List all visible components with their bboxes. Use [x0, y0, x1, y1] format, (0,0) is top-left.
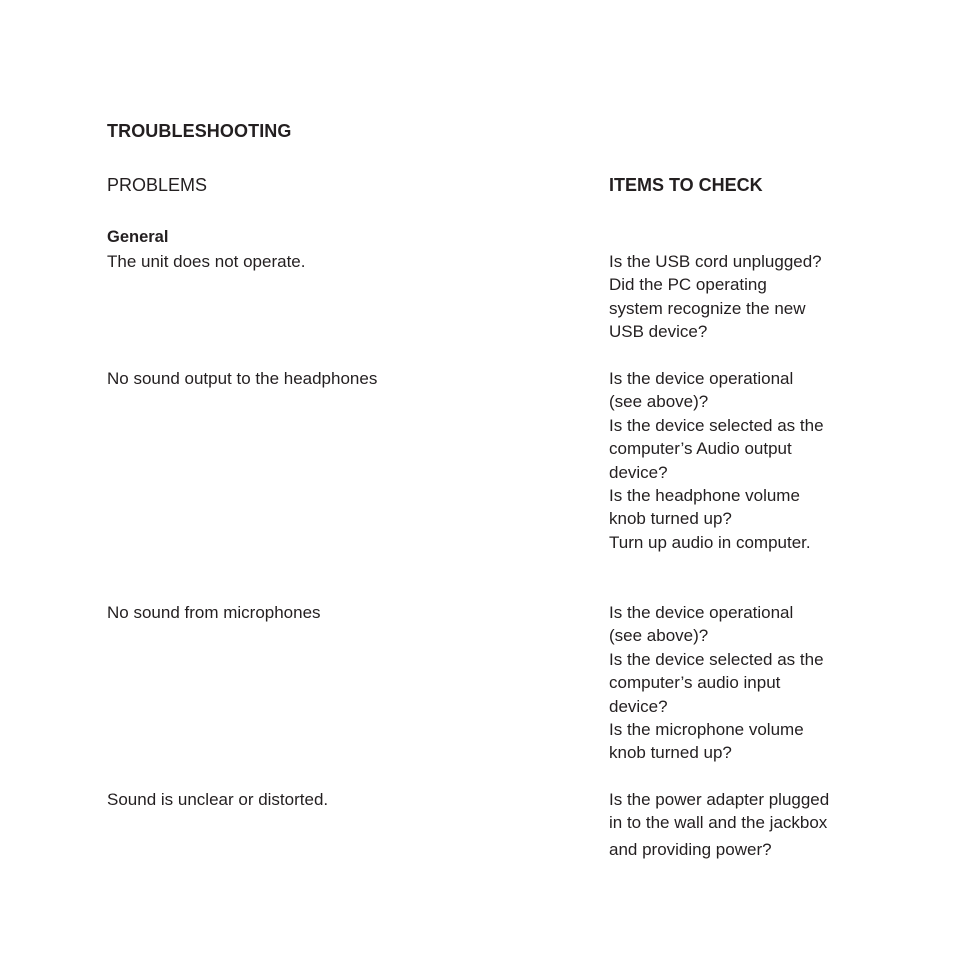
check-line: USB device?: [609, 322, 708, 342]
check-line: Turn up audio in computer.: [609, 532, 811, 552]
check-line: Is the device operational: [609, 603, 794, 622]
check-line: (see above)?: [609, 392, 709, 412]
problem-text: No sound output to the headphones: [107, 369, 378, 388]
check-line: knob turned up?: [609, 509, 732, 529]
section-heading-general: General: [107, 228, 169, 246]
check-line: and providing power?: [609, 839, 772, 859]
check-line: Is the USB cord unplugged?: [609, 252, 822, 271]
check-list: [609, 601, 869, 765]
check-list: [609, 788, 869, 861]
check-line: computer’s Audio output: [609, 439, 792, 459]
problem-text: The unit does not operate.: [107, 252, 306, 271]
check-line: in to the wall and the jackbox: [609, 813, 828, 833]
check-line: computer’s audio input: [609, 673, 781, 693]
check-line: knob turned up?: [609, 743, 732, 763]
check-line: Did the PC operating: [609, 275, 767, 295]
problem-text: Sound is unclear or distorted.: [107, 790, 329, 809]
problems-column-header: PROBLEMS: [107, 175, 208, 195]
check-line: device?: [609, 696, 668, 716]
problem-text: No sound from microphones: [107, 603, 321, 622]
check-line: Is the headphone volume: [609, 486, 800, 506]
check-line: device?: [609, 462, 668, 482]
check-line: Is the device operational: [609, 369, 794, 388]
check-line: Is the power adapter plugged: [609, 790, 830, 809]
items-to-check-column-header: ITEMS TO CHECK: [609, 175, 763, 195]
check-line: Is the microphone volume: [609, 720, 804, 740]
check-list: [609, 367, 869, 554]
check-line: Is the device selected as the: [609, 415, 824, 435]
check-line: (see above)?: [609, 626, 709, 646]
check-list: [609, 250, 869, 344]
page-title: TROUBLESHOOTING: [107, 121, 292, 141]
check-line: Is the device selected as the: [609, 649, 824, 669]
check-line: system recognize the new: [609, 298, 806, 318]
